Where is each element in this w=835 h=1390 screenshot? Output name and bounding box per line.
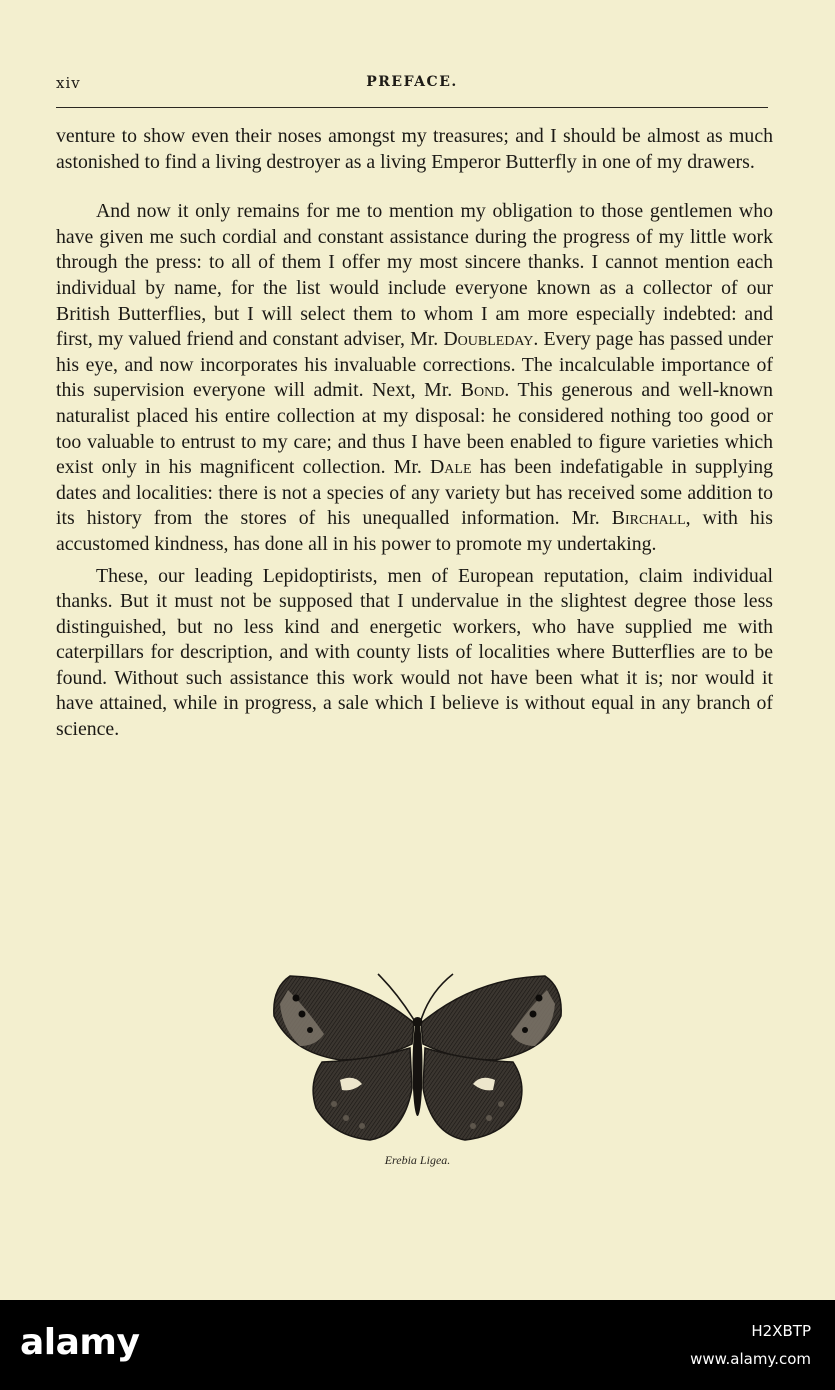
watermark-image-id: H2XBTP (751, 1322, 811, 1340)
paragraph-1: venture to show even their noses amongst my treasures; and I should be almost as much astonished to find a living destroyer as a living Emperor Butterfly in one of my drawers. (56, 125, 773, 173)
watermark-banner (0, 1300, 835, 1390)
name-doubleday: Doubleday (443, 328, 534, 351)
paragraph-2 (56, 199, 773, 557)
running-head: PREFACE. (366, 74, 458, 90)
paragraph-2-text-1: And now it only remains for me to mention my obligation to those gentlemen who have given me such cordial and constant assistance during the progress of my little work through the press: to all of them I offer my most sincere thanks. I cannot mention each individual by name, for the list would include everyone known as a collector of our British Butterflies, but I will select them to whom I am more especially indebted: and first, my valued friend and constant adviser, Mr. (56, 200, 773, 351)
watermark-url: www.alamy.com (690, 1350, 811, 1368)
paragraph-2-text-4: has been indefatigable in supplying dates and localities: there is not a species of any variety but has received some addition to its history from the stores of his unequalled information. Mr. (56, 456, 774, 530)
paragraph-2-text-3: . This generous and well-known naturalist placed his entire collection at my disposal: he considered nothing too good or too valuable to entrust to my care; and thus I have been enabled to figure varieties which exist only in his magnificent collection. Mr. (56, 379, 774, 479)
name-bond: Bond (460, 379, 505, 402)
paragraph-2-text-2: . Every page has passed under his eye, and now incorporates his invaluable corrections. The incalculable importance of this supervision everyone will admit. Next, Mr. (56, 328, 773, 402)
paragraph-3: These, our leading Lepidoptirists, men of European reputation, claim individual thanks. But it must not be supposed that I undervalue in the slightest degree those less distinguished, but no less kind and energetic workers, who have supplied me with caterpillars for description, and with county lists of localities where Butterflies are to be found. Without such assistance this work would not have been what it is; nor would it have attained, while in progress, a sale which I believe is without equal in any branch of science. (56, 564, 773, 741)
header-rule (56, 107, 768, 108)
figure-caption: Erebia Ligea. (384, 1153, 451, 1167)
watermark-logo: alamy (20, 1322, 140, 1363)
butterfly-head (413, 1017, 423, 1027)
name-birchall: Birchall (611, 507, 686, 530)
page-header (56, 74, 768, 96)
butterfly-left-wings (274, 976, 414, 1140)
paragraph-2-text-5: , with his accustomed kindness, has done all in his power to promote my undertaking. (56, 507, 773, 555)
butterfly-body (413, 1020, 423, 1116)
page-number: xiv (56, 74, 81, 92)
body-text (56, 124, 773, 743)
name-dale: Dale (430, 456, 472, 479)
butterfly-right-wings (421, 976, 561, 1140)
butterfly-engraving (270, 968, 565, 1148)
